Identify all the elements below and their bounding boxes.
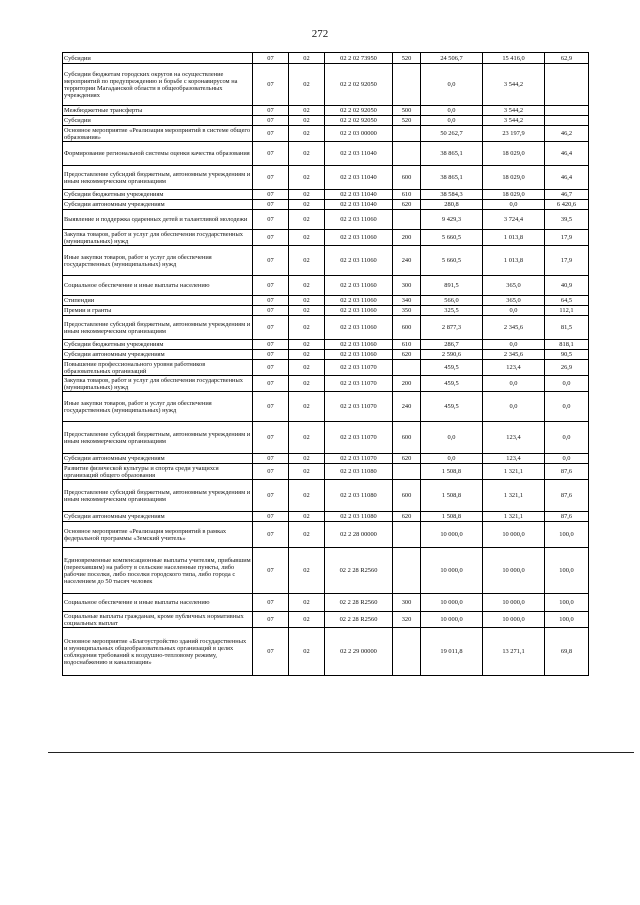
row-section: 07 bbox=[253, 190, 289, 200]
row-name: Субсидии bbox=[63, 53, 253, 64]
row-actual-amount: 18 029,0 bbox=[483, 142, 545, 166]
row-subsection: 02 bbox=[289, 522, 325, 548]
row-name: Предоставление субсидий бюджетным, автономным учреждениям и иным некоммерческим организациям bbox=[63, 166, 253, 190]
row-name: Выявление и поддержка одаренных детей и талантливой молодежи bbox=[63, 210, 253, 230]
page-divider bbox=[48, 752, 634, 753]
row-execution-percent: 46,2 bbox=[545, 126, 589, 142]
row-expense-type: 610 bbox=[393, 190, 421, 200]
row-target-article: 02 2 03 11070 bbox=[325, 454, 393, 464]
row-name: Субсидии автономным учреждениям bbox=[63, 454, 253, 464]
row-target-article: 02 2 03 00000 bbox=[325, 126, 393, 142]
row-subsection: 02 bbox=[289, 210, 325, 230]
row-name: Социальные выплаты гражданам, кроме публичных нормативных социальных выплат bbox=[63, 612, 253, 628]
row-name: Иные закупки товаров, работ и услуг для обеспечения государственных (муниципальных) нужд bbox=[63, 246, 253, 276]
row-target-article: 02 2 03 11070 bbox=[325, 360, 393, 376]
row-actual-amount: 3 544,2 bbox=[483, 64, 545, 106]
row-target-article: 02 2 03 11040 bbox=[325, 200, 393, 210]
row-target-article: 02 2 03 11060 bbox=[325, 350, 393, 360]
row-execution-percent bbox=[545, 116, 589, 126]
row-section: 07 bbox=[253, 548, 289, 594]
row-target-article: 02 2 02 92050 bbox=[325, 106, 393, 116]
row-target-article: 02 2 03 11070 bbox=[325, 422, 393, 454]
row-expense-type: 600 bbox=[393, 480, 421, 512]
row-plan-amount: 10 000,0 bbox=[421, 522, 483, 548]
row-expense-type: 600 bbox=[393, 316, 421, 340]
row-plan-amount: 459,5 bbox=[421, 392, 483, 422]
row-execution-percent: 87,6 bbox=[545, 512, 589, 522]
row-plan-amount: 280,8 bbox=[421, 200, 483, 210]
row-execution-percent: 64,5 bbox=[545, 296, 589, 306]
row-expense-type bbox=[393, 360, 421, 376]
row-actual-amount: 0,0 bbox=[483, 306, 545, 316]
row-actual-amount: 18 029,0 bbox=[483, 190, 545, 200]
row-actual-amount: 10 000,0 bbox=[483, 594, 545, 612]
row-plan-amount: 891,5 bbox=[421, 276, 483, 296]
table-row bbox=[63, 376, 589, 392]
row-section: 07 bbox=[253, 464, 289, 480]
row-section: 07 bbox=[253, 246, 289, 276]
row-plan-amount: 2 590,6 bbox=[421, 350, 483, 360]
row-actual-amount: 3 724,4 bbox=[483, 210, 545, 230]
row-target-article: 02 2 03 11060 bbox=[325, 306, 393, 316]
table-row bbox=[63, 522, 589, 548]
row-expense-type: 320 bbox=[393, 612, 421, 628]
row-target-article: 02 2 03 11040 bbox=[325, 190, 393, 200]
row-subsection: 02 bbox=[289, 392, 325, 422]
table-row bbox=[63, 628, 589, 676]
row-actual-amount: 2 345,6 bbox=[483, 350, 545, 360]
row-name: Премии и гранты bbox=[63, 306, 253, 316]
row-expense-type: 340 bbox=[393, 296, 421, 306]
row-name: Социальное обеспечение и иные выплаты населению bbox=[63, 594, 253, 612]
row-actual-amount: 123,4 bbox=[483, 360, 545, 376]
row-section: 07 bbox=[253, 628, 289, 676]
row-expense-type bbox=[393, 64, 421, 106]
row-plan-amount: 286,7 bbox=[421, 340, 483, 350]
row-actual-amount: 10 000,0 bbox=[483, 548, 545, 594]
row-section: 07 bbox=[253, 306, 289, 316]
row-target-article: 02 2 28 00000 bbox=[325, 522, 393, 548]
table-row bbox=[63, 116, 589, 126]
row-section: 07 bbox=[253, 276, 289, 296]
row-plan-amount: 5 660,5 bbox=[421, 246, 483, 276]
row-expense-type: 500 bbox=[393, 106, 421, 116]
row-actual-amount: 365,0 bbox=[483, 276, 545, 296]
table-row bbox=[63, 316, 589, 340]
row-target-article: 02 2 03 11080 bbox=[325, 464, 393, 480]
row-plan-amount: 0,0 bbox=[421, 116, 483, 126]
row-plan-amount: 19 011,8 bbox=[421, 628, 483, 676]
row-execution-percent: 69,8 bbox=[545, 628, 589, 676]
row-subsection: 02 bbox=[289, 200, 325, 210]
row-subsection: 02 bbox=[289, 340, 325, 350]
row-section: 07 bbox=[253, 200, 289, 210]
row-execution-percent: 87,6 bbox=[545, 464, 589, 480]
row-execution-percent: 100,0 bbox=[545, 548, 589, 594]
row-target-article: 02 2 02 92050 bbox=[325, 116, 393, 126]
row-plan-amount: 0,0 bbox=[421, 454, 483, 464]
row-plan-amount: 9 429,3 bbox=[421, 210, 483, 230]
row-plan-amount: 38 865,1 bbox=[421, 166, 483, 190]
row-actual-amount: 365,0 bbox=[483, 296, 545, 306]
row-name: Субсидии автономным учреждениям bbox=[63, 200, 253, 210]
table-row bbox=[63, 340, 589, 350]
row-section: 07 bbox=[253, 210, 289, 230]
row-plan-amount: 566,0 bbox=[421, 296, 483, 306]
row-name: Предоставление субсидий бюджетным, автономным учреждениям и иным некоммерческим организациям bbox=[63, 480, 253, 512]
row-execution-percent: 6 420,6 bbox=[545, 200, 589, 210]
table-row bbox=[63, 53, 589, 64]
row-plan-amount: 5 660,5 bbox=[421, 230, 483, 246]
budget-table bbox=[62, 52, 589, 676]
row-plan-amount: 24 506,7 bbox=[421, 53, 483, 64]
row-actual-amount: 0,0 bbox=[483, 392, 545, 422]
row-name: Субсидии бюджетным учреждениям bbox=[63, 190, 253, 200]
row-expense-type: 620 bbox=[393, 200, 421, 210]
row-name: Межбюджетные трансферты bbox=[63, 106, 253, 116]
row-name: Предоставление субсидий бюджетным, автономным учреждениям и иным некоммерческим организациям bbox=[63, 316, 253, 340]
row-subsection: 02 bbox=[289, 166, 325, 190]
table-row bbox=[63, 126, 589, 142]
table-row bbox=[63, 454, 589, 464]
row-expense-type bbox=[393, 522, 421, 548]
row-plan-amount: 1 508,8 bbox=[421, 512, 483, 522]
row-execution-percent: 40,9 bbox=[545, 276, 589, 296]
row-target-article: 02 2 02 92050 bbox=[325, 64, 393, 106]
row-subsection: 02 bbox=[289, 142, 325, 166]
row-expense-type: 520 bbox=[393, 116, 421, 126]
table-row bbox=[63, 612, 589, 628]
row-subsection: 02 bbox=[289, 612, 325, 628]
row-subsection: 02 bbox=[289, 350, 325, 360]
row-execution-percent bbox=[545, 106, 589, 116]
table-row bbox=[63, 594, 589, 612]
row-section: 07 bbox=[253, 296, 289, 306]
table-row bbox=[63, 106, 589, 116]
row-expense-type: 620 bbox=[393, 454, 421, 464]
row-actual-amount: 1 321,1 bbox=[483, 480, 545, 512]
row-subsection: 02 bbox=[289, 628, 325, 676]
row-expense-type bbox=[393, 142, 421, 166]
budget-table-body bbox=[63, 53, 589, 676]
row-execution-percent: 26,9 bbox=[545, 360, 589, 376]
row-execution-percent: 87,6 bbox=[545, 480, 589, 512]
table-row bbox=[63, 464, 589, 480]
row-section: 07 bbox=[253, 392, 289, 422]
row-target-article: 02 2 03 11060 bbox=[325, 210, 393, 230]
table-row bbox=[63, 166, 589, 190]
table-row bbox=[63, 480, 589, 512]
row-section: 07 bbox=[253, 512, 289, 522]
row-section: 07 bbox=[253, 316, 289, 340]
row-name: Субсидии бюджетам городских округов на осуществление мероприятий по предупреждению и борьбе с коронавирусом на территории Магаданской области в общеобразовательных учреждениях bbox=[63, 64, 253, 106]
table-row bbox=[63, 64, 589, 106]
row-name: Закупка товаров, работ и услуг для обеспечения государственных (муниципальных) нужд bbox=[63, 376, 253, 392]
row-actual-amount: 2 345,6 bbox=[483, 316, 545, 340]
row-expense-type bbox=[393, 126, 421, 142]
row-actual-amount: 1 321,1 bbox=[483, 512, 545, 522]
row-subsection: 02 bbox=[289, 376, 325, 392]
row-name: Основное мероприятие «Благоустройство зданий государственных и муниципальных общеобразовательных организаций в целях соблюдения требований к воздушно-тепловому режиму, водоснабжению и канализации» bbox=[63, 628, 253, 676]
row-section: 07 bbox=[253, 126, 289, 142]
row-subsection: 02 bbox=[289, 190, 325, 200]
row-section: 07 bbox=[253, 594, 289, 612]
table-row bbox=[63, 276, 589, 296]
row-actual-amount: 123,4 bbox=[483, 454, 545, 464]
row-target-article: 02 2 03 11060 bbox=[325, 316, 393, 340]
row-section: 07 bbox=[253, 522, 289, 548]
row-target-article: 02 2 28 R2560 bbox=[325, 548, 393, 594]
row-execution-percent bbox=[545, 64, 589, 106]
row-subsection: 02 bbox=[289, 116, 325, 126]
row-target-article: 02 2 02 73950 bbox=[325, 53, 393, 64]
row-expense-type: 300 bbox=[393, 276, 421, 296]
row-expense-type: 620 bbox=[393, 350, 421, 360]
row-actual-amount: 0,0 bbox=[483, 376, 545, 392]
row-section: 07 bbox=[253, 106, 289, 116]
row-execution-percent: 818,1 bbox=[545, 340, 589, 350]
row-execution-percent: 17,9 bbox=[545, 230, 589, 246]
row-plan-amount: 10 000,0 bbox=[421, 594, 483, 612]
row-subsection: 02 bbox=[289, 276, 325, 296]
row-target-article: 02 2 03 11080 bbox=[325, 480, 393, 512]
row-subsection: 02 bbox=[289, 306, 325, 316]
row-name: Иные закупки товаров, работ и услуг для обеспечения государственных (муниципальных) нужд bbox=[63, 392, 253, 422]
table-row bbox=[63, 422, 589, 454]
row-subsection: 02 bbox=[289, 454, 325, 464]
row-name: Субсидии автономным учреждениям bbox=[63, 350, 253, 360]
row-execution-percent: 100,0 bbox=[545, 522, 589, 548]
row-execution-percent: 90,5 bbox=[545, 350, 589, 360]
row-plan-amount: 10 000,0 bbox=[421, 548, 483, 594]
row-section: 07 bbox=[253, 350, 289, 360]
table-row bbox=[63, 306, 589, 316]
row-target-article: 02 2 03 11060 bbox=[325, 296, 393, 306]
table-row bbox=[63, 296, 589, 306]
row-name: Повышение профессионального уровня работников образовательных организаций bbox=[63, 360, 253, 376]
row-section: 07 bbox=[253, 142, 289, 166]
row-execution-percent: 81,5 bbox=[545, 316, 589, 340]
row-actual-amount: 1 013,8 bbox=[483, 246, 545, 276]
row-target-article: 02 2 28 R2560 bbox=[325, 594, 393, 612]
table-row bbox=[63, 200, 589, 210]
row-section: 07 bbox=[253, 376, 289, 392]
row-subsection: 02 bbox=[289, 594, 325, 612]
row-execution-percent: 17,9 bbox=[545, 246, 589, 276]
row-name: Основное мероприятие «Реализация мероприятий в системе общего образования» bbox=[63, 126, 253, 142]
row-expense-type: 600 bbox=[393, 166, 421, 190]
table-row bbox=[63, 246, 589, 276]
table-row bbox=[63, 360, 589, 376]
row-actual-amount: 23 197,9 bbox=[483, 126, 545, 142]
row-target-article: 02 2 03 11080 bbox=[325, 512, 393, 522]
row-target-article: 02 2 03 11070 bbox=[325, 392, 393, 422]
row-name: Основное мероприятие «Реализация мероприятий в рамках федеральной программы «Земский учитель» bbox=[63, 522, 253, 548]
row-plan-amount: 1 508,8 bbox=[421, 480, 483, 512]
row-target-article: 02 2 29 00000 bbox=[325, 628, 393, 676]
row-name: Социальное обеспечение и иные выплаты населению bbox=[63, 276, 253, 296]
row-name: Развитие физической культуры и спорта среди учащихся организаций общего образования bbox=[63, 464, 253, 480]
row-subsection: 02 bbox=[289, 464, 325, 480]
row-execution-percent: 62,9 bbox=[545, 53, 589, 64]
row-section: 07 bbox=[253, 612, 289, 628]
row-plan-amount: 459,5 bbox=[421, 376, 483, 392]
row-section: 07 bbox=[253, 166, 289, 190]
row-plan-amount: 38 865,1 bbox=[421, 142, 483, 166]
row-expense-type: 600 bbox=[393, 422, 421, 454]
table-row bbox=[63, 548, 589, 594]
row-subsection: 02 bbox=[289, 480, 325, 512]
row-actual-amount: 0,0 bbox=[483, 200, 545, 210]
row-plan-amount: 0,0 bbox=[421, 64, 483, 106]
row-execution-percent: 112,1 bbox=[545, 306, 589, 316]
row-target-article: 02 2 03 11060 bbox=[325, 246, 393, 276]
row-name: Формирование региональной системы оценки качества образования bbox=[63, 142, 253, 166]
row-plan-amount: 459,5 bbox=[421, 360, 483, 376]
row-execution-percent: 0,0 bbox=[545, 392, 589, 422]
row-section: 07 bbox=[253, 422, 289, 454]
row-plan-amount: 2 877,3 bbox=[421, 316, 483, 340]
row-actual-amount: 18 029,0 bbox=[483, 166, 545, 190]
row-actual-amount: 3 544,2 bbox=[483, 116, 545, 126]
row-subsection: 02 bbox=[289, 230, 325, 246]
row-plan-amount: 50 262,7 bbox=[421, 126, 483, 142]
row-target-article: 02 2 03 11060 bbox=[325, 230, 393, 246]
row-section: 07 bbox=[253, 53, 289, 64]
row-target-article: 02 2 03 11060 bbox=[325, 276, 393, 296]
row-target-article: 02 2 03 11070 bbox=[325, 376, 393, 392]
row-expense-type: 240 bbox=[393, 392, 421, 422]
row-name: Субсидии бюджетным учреждениям bbox=[63, 340, 253, 350]
table-row bbox=[63, 142, 589, 166]
row-actual-amount: 13 271,1 bbox=[483, 628, 545, 676]
row-plan-amount: 0,0 bbox=[421, 106, 483, 116]
row-execution-percent: 39,5 bbox=[545, 210, 589, 230]
row-expense-type bbox=[393, 210, 421, 230]
table-row bbox=[63, 210, 589, 230]
row-expense-type: 200 bbox=[393, 376, 421, 392]
row-section: 07 bbox=[253, 360, 289, 376]
row-subsection: 02 bbox=[289, 64, 325, 106]
row-actual-amount: 3 544,2 bbox=[483, 106, 545, 116]
row-section: 07 bbox=[253, 116, 289, 126]
row-subsection: 02 bbox=[289, 360, 325, 376]
row-plan-amount: 1 508,8 bbox=[421, 464, 483, 480]
row-plan-amount: 325,5 bbox=[421, 306, 483, 316]
row-execution-percent: 100,0 bbox=[545, 594, 589, 612]
row-subsection: 02 bbox=[289, 548, 325, 594]
row-name: Предоставление субсидий бюджетным, автономным учреждениям и иным некоммерческим организациям bbox=[63, 422, 253, 454]
row-actual-amount: 15 416,0 bbox=[483, 53, 545, 64]
row-subsection: 02 bbox=[289, 296, 325, 306]
row-expense-type: 610 bbox=[393, 340, 421, 350]
row-actual-amount: 10 000,0 bbox=[483, 612, 545, 628]
row-actual-amount: 123,4 bbox=[483, 422, 545, 454]
row-execution-percent: 0,0 bbox=[545, 454, 589, 464]
table-row bbox=[63, 512, 589, 522]
row-subsection: 02 bbox=[289, 53, 325, 64]
row-target-article: 02 2 03 11060 bbox=[325, 340, 393, 350]
row-expense-type: 520 bbox=[393, 53, 421, 64]
row-expense-type: 300 bbox=[393, 594, 421, 612]
table-row bbox=[63, 392, 589, 422]
row-subsection: 02 bbox=[289, 316, 325, 340]
row-target-article: 02 2 28 R2560 bbox=[325, 612, 393, 628]
row-expense-type bbox=[393, 548, 421, 594]
row-actual-amount: 1 013,8 bbox=[483, 230, 545, 246]
row-expense-type bbox=[393, 464, 421, 480]
row-section: 07 bbox=[253, 340, 289, 350]
row-subsection: 02 bbox=[289, 246, 325, 276]
row-plan-amount: 10 000,0 bbox=[421, 612, 483, 628]
row-execution-percent: 46,4 bbox=[545, 142, 589, 166]
row-plan-amount: 0,0 bbox=[421, 422, 483, 454]
row-expense-type: 620 bbox=[393, 512, 421, 522]
row-name: Закупка товаров, работ и услуг для обеспечения государственных (муниципальных) нужд bbox=[63, 230, 253, 246]
table-row bbox=[63, 350, 589, 360]
row-expense-type: 350 bbox=[393, 306, 421, 316]
page-number: 272 bbox=[311, 28, 329, 40]
row-execution-percent: 46,7 bbox=[545, 190, 589, 200]
row-subsection: 02 bbox=[289, 422, 325, 454]
row-actual-amount: 10 000,0 bbox=[483, 522, 545, 548]
row-name: Стипендии bbox=[63, 296, 253, 306]
row-section: 07 bbox=[253, 480, 289, 512]
row-actual-amount: 0,0 bbox=[483, 340, 545, 350]
row-subsection: 02 bbox=[289, 126, 325, 142]
row-target-article: 02 2 03 11040 bbox=[325, 142, 393, 166]
row-execution-percent: 0,0 bbox=[545, 376, 589, 392]
row-section: 07 bbox=[253, 454, 289, 464]
row-execution-percent: 46,4 bbox=[545, 166, 589, 190]
row-subsection: 02 bbox=[289, 106, 325, 116]
table-row bbox=[63, 190, 589, 200]
row-expense-type: 240 bbox=[393, 246, 421, 276]
row-name: Единовременные компенсационные выплаты учителям, прибывшим (переехавшим) на работу в сельские населенные пункты, либо рабочие поселки, либо поселки городского типа, либо города с населением до 50 тысяч человек bbox=[63, 548, 253, 594]
row-plan-amount: 38 584,3 bbox=[421, 190, 483, 200]
row-expense-type: 200 bbox=[393, 230, 421, 246]
row-name: Субсидии автономным учреждениям bbox=[63, 512, 253, 522]
row-target-article: 02 2 03 11040 bbox=[325, 166, 393, 190]
row-name: Субсидии bbox=[63, 116, 253, 126]
table-row bbox=[63, 230, 589, 246]
row-section: 07 bbox=[253, 64, 289, 106]
row-actual-amount: 1 321,1 bbox=[483, 464, 545, 480]
row-execution-percent: 100,0 bbox=[545, 612, 589, 628]
row-section: 07 bbox=[253, 230, 289, 246]
row-execution-percent: 0,0 bbox=[545, 422, 589, 454]
row-expense-type bbox=[393, 628, 421, 676]
row-subsection: 02 bbox=[289, 512, 325, 522]
